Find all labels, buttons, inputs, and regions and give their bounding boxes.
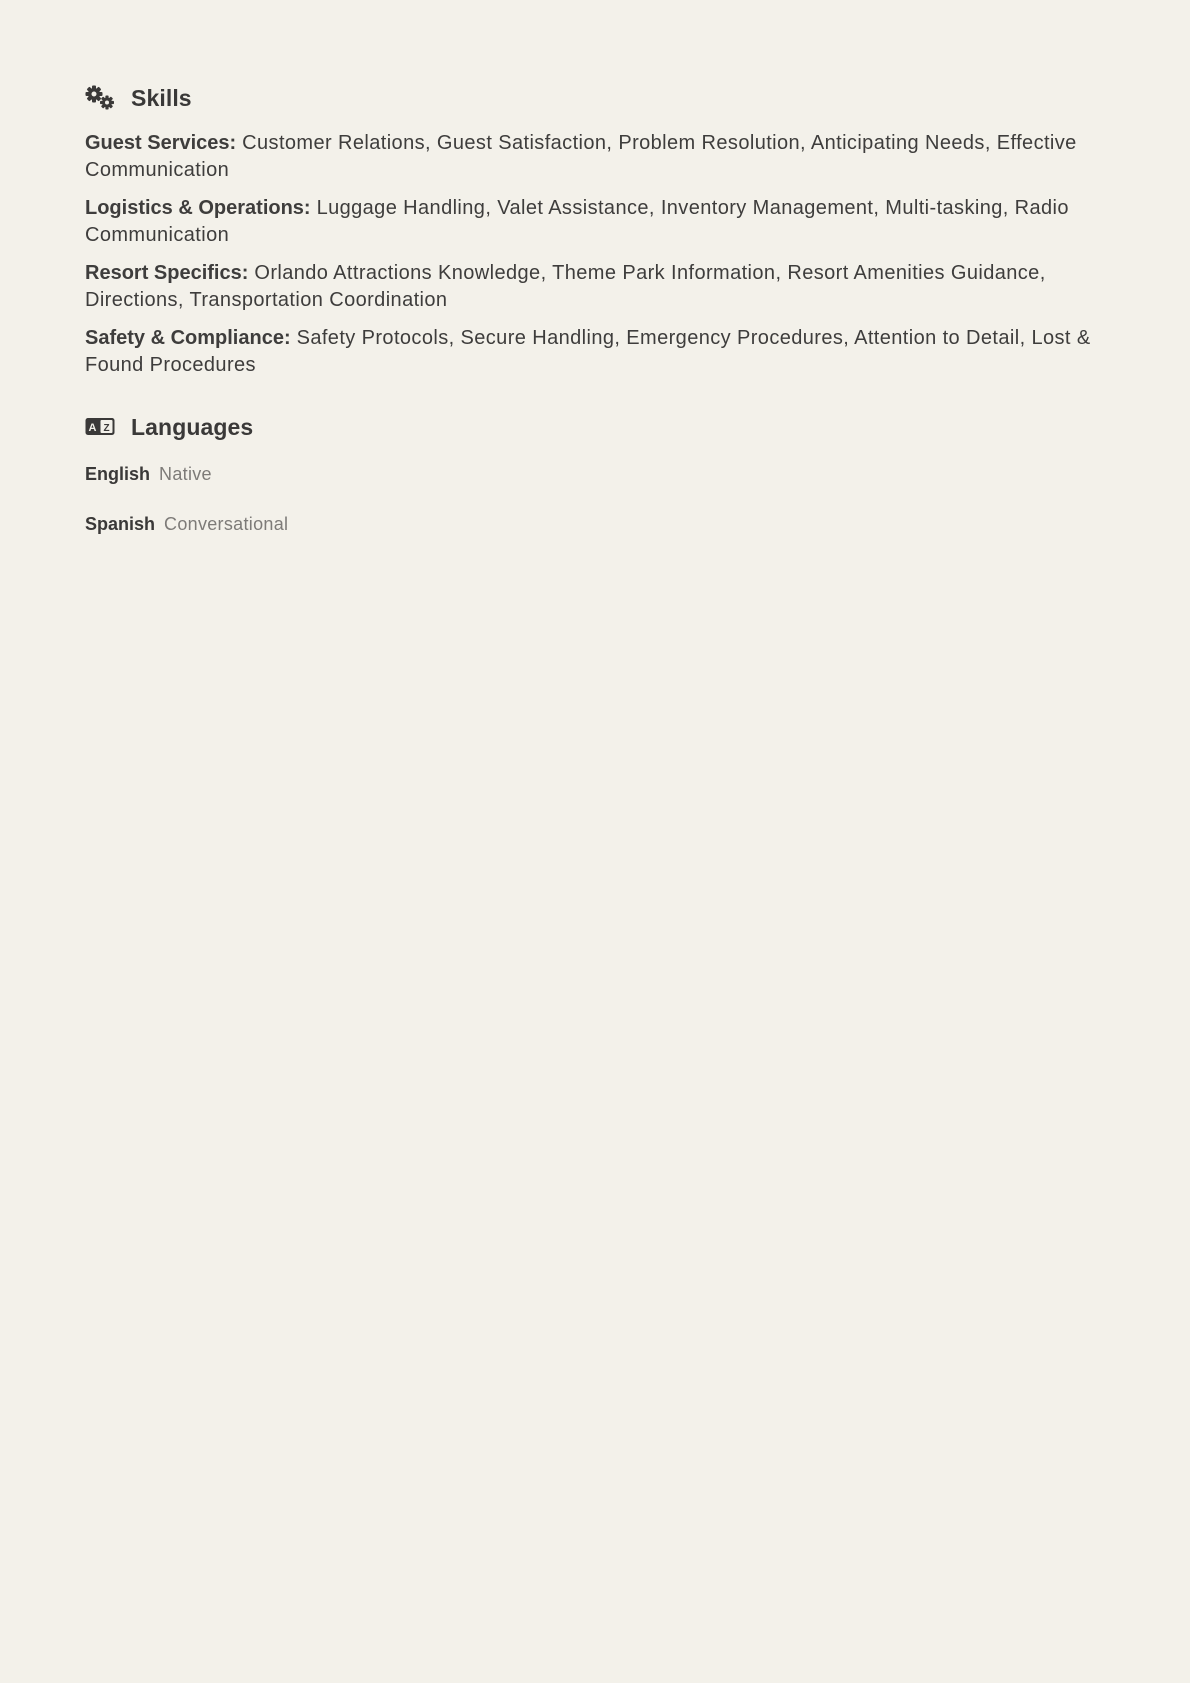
language-level: Native xyxy=(159,464,212,484)
skill-text: Safety Protocols, Secure Handling, Emergency Procedures, Attention to Detail, Lost & Found Procedures xyxy=(85,327,1091,376)
languages-list xyxy=(85,461,1105,537)
gears-icon xyxy=(85,85,115,111)
skills-section xyxy=(85,78,1105,379)
skills-list xyxy=(85,130,1105,379)
language-name: Spanish xyxy=(85,514,156,534)
language-name: English xyxy=(85,464,151,484)
svg-text:A: A xyxy=(88,422,97,435)
languages-header xyxy=(85,407,1105,447)
languages-title: Languages xyxy=(131,413,254,440)
skill-item xyxy=(85,260,1105,314)
svg-text:Z: Z xyxy=(103,423,110,434)
skill-item xyxy=(85,325,1105,379)
language-icon xyxy=(85,414,115,440)
skill-category: Resort Specifics: xyxy=(85,262,249,284)
resume-page xyxy=(85,78,1105,561)
language-level: Conversational xyxy=(164,514,289,534)
skills-title: Skills xyxy=(131,84,192,111)
skill-category: Logistics & Operations: xyxy=(85,197,311,219)
skill-item xyxy=(85,195,1105,249)
skill-category: Guest Services: xyxy=(85,132,237,154)
skill-text: Customer Relations, Guest Satisfaction, Problem Resolution, Anticipating Needs, Effective Communication xyxy=(85,132,1077,181)
skill-category: Safety & Compliance: xyxy=(85,327,291,349)
languages-section xyxy=(85,407,1105,537)
language-item xyxy=(85,461,1105,487)
skill-text: Luggage Handling, Valet Assistance, Inventory Management, Multi-tasking, Radio Communication xyxy=(85,197,1069,246)
language-item xyxy=(85,511,1105,537)
skills-header xyxy=(85,78,1105,118)
skill-item xyxy=(85,130,1105,184)
skill-text: Orlando Attractions Knowledge, Theme Park Information, Resort Amenities Guidance, Directions, Transportation Coordination xyxy=(85,262,1046,311)
